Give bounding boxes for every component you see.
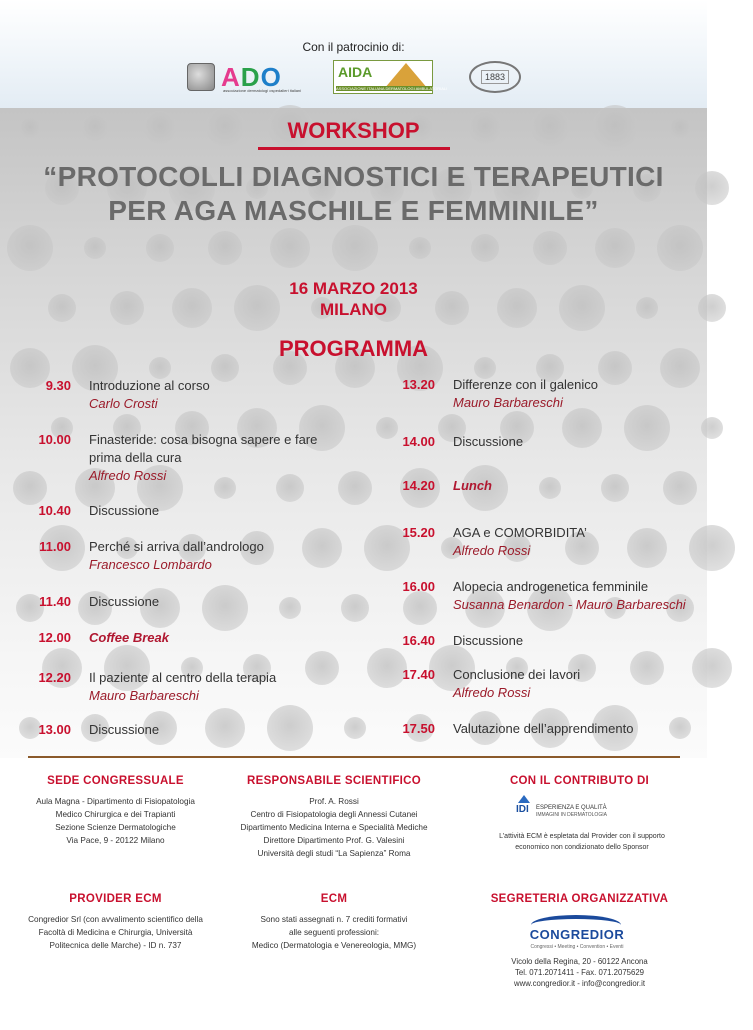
schedule-speaker: Mauro Barbareschi [89, 688, 199, 703]
schedule-speaker: Alfredo Rossi [89, 468, 167, 483]
segreteria-line: Vicolo della Regina, 20 - 60122 Ancona [511, 957, 648, 966]
schedule-time: 14.20 [402, 478, 435, 493]
footer-divider [28, 756, 680, 758]
mask-icon [187, 63, 215, 91]
schedule-title: Il paziente al centro della terapia [89, 670, 277, 685]
schedule-speaker: Francesco Lombardo [89, 557, 212, 572]
event-date: 16 MARZO 2013 [289, 279, 418, 298]
congredior-logo-tagline: Congressi • Meeting • Convention • Eventi [530, 944, 624, 950]
patronage-label: Con il patrocinio di: [302, 40, 405, 54]
schedule-title: Coffee Break [89, 630, 169, 645]
idi-logo-line1: ESPERIENZA E QUALITÀ [536, 805, 607, 811]
sede-line: Sezione Scienze Dermatologiche [55, 823, 176, 832]
schedule-time: 12.00 [38, 630, 71, 645]
ado-letter-d: D [240, 61, 261, 92]
ecm-line: Sono stati assegnati n. 7 crediti formativi [260, 915, 408, 924]
provider-line: Congredior Srl (con avvalimento scientifico della [28, 915, 203, 924]
background-dot [208, 231, 242, 265]
congredior-logo [521, 915, 633, 955]
ado-logo [187, 60, 302, 94]
ecm-line: Medico (Dermatologia e Venereologia, MMG) [251, 941, 417, 950]
schedule-speaker: Mauro Barbareschi [453, 395, 563, 410]
schedule-title: Discussione [89, 503, 160, 518]
sede-heading: SEDE CONGRESSUALE [47, 775, 184, 787]
ado-letter-o: O [260, 61, 282, 92]
segreteria-text [472, 956, 687, 989]
responsabile-line: Direttore Dipartimento Prof. G. Valesini [263, 836, 405, 845]
schedule-time: 16.40 [402, 633, 435, 648]
schedule-time: 11.00 [39, 539, 71, 554]
background-dot [13, 471, 47, 505]
schedule-speaker: Carlo Crosti [89, 396, 158, 411]
main-title: “PROTOCOLLI DIAGNOSTICI E TERAPEUTICI PER AGA MASCHILE E FEMMINILE” [43, 161, 664, 226]
schedule-time: 11.40 [39, 594, 71, 609]
background-dot [533, 231, 567, 265]
background-dot [270, 228, 310, 268]
provider-text [8, 913, 223, 952]
background-dot [403, 591, 437, 625]
schedule-title: Introduzione al corso [89, 378, 210, 393]
schedule-time: 13.00 [38, 722, 71, 737]
seal-logo [469, 61, 521, 93]
background-dot [344, 717, 366, 739]
schedule-time: 17.40 [402, 667, 435, 682]
schedule-speaker: Alfredo Rossi [453, 685, 531, 700]
ecm-heading: ECM [320, 893, 348, 905]
contributo-heading: CON IL CONTRIBUTO DI [509, 775, 650, 787]
schedule-title: AGA e COMORBIDITA’ [453, 525, 587, 540]
background-dot [332, 225, 378, 271]
responsabile-line: Prof. A. Rossi [309, 797, 359, 806]
sede-line: Medico Chirurgica e dei Trapianti [55, 810, 176, 819]
contributo-text [462, 831, 702, 853]
responsabile-line: Università degli studi “La Sapienza” Roma [257, 849, 411, 858]
ado-logo-subtitle: associazione dermatologi ospedalieri italiani [223, 88, 302, 93]
background-dot [695, 171, 729, 205]
background-dot [657, 225, 703, 271]
schedule-title: Valutazione dell’apprendimento [453, 721, 634, 736]
background-dot [338, 471, 372, 505]
programma-heading: PROGRAMMA [278, 336, 429, 361]
provider-line: Facoltà di Medicina e Chirurgia, Università [38, 928, 193, 937]
schedule-time: 14.00 [402, 434, 435, 449]
congredior-logo-name: CONGREDIOR [529, 927, 625, 942]
schedule-speaker: Susanna Benardon - Mauro Barbareschi [453, 597, 686, 612]
schedule-title: Discussione [89, 594, 160, 609]
provider-line: Politecnica delle Marche) - ID n. 737 [49, 941, 182, 950]
workshop-heading: WORKSHOP [287, 118, 420, 143]
background-dot [146, 234, 174, 262]
event-city: MILANO [319, 300, 388, 319]
schedule-time: 10.00 [38, 432, 71, 447]
background-dot [341, 594, 369, 622]
idi-logo [516, 795, 607, 819]
schedule-speaker: Alfredo Rossi [453, 543, 531, 558]
schedule-title: Discussione [453, 434, 524, 449]
sede-line: Aula Magna - Dipartimento di Fisiopatologia [36, 797, 195, 806]
schedule-title: Conclusione dei lavori [453, 667, 581, 682]
contributo-line: economico non condizionato dello Sponsor [515, 844, 649, 851]
background-dot [7, 225, 53, 271]
schedule-time: 16.00 [402, 579, 435, 594]
schedule-title: Lunch [453, 478, 492, 493]
schedule-time: 12.20 [38, 670, 71, 685]
background-dot [409, 237, 431, 259]
sponsor-logos [0, 60, 707, 98]
segreteria-line: Tel. 071.2071411 - Fax. 071.2075629 [514, 968, 645, 977]
ado-letter-a: A [221, 61, 241, 92]
provider-heading: PROVIDER ECM [69, 893, 162, 905]
idi-logo-mark: IDI [516, 804, 529, 815]
schedule-title: Alopecia androgenetica femminile [453, 579, 649, 594]
schedule-title: Discussione [453, 633, 524, 648]
responsabile-text [218, 795, 450, 860]
background-dot [84, 237, 106, 259]
schedule-time: 13.20 [402, 377, 435, 392]
schedule-time: 17.50 [402, 721, 435, 736]
idi-logo-line2: IMMAGINI IN DERMATOLOGIA [536, 812, 607, 818]
schedule-time: 9.30 [45, 378, 71, 393]
segreteria-link[interactable]: www.congredior.it - info@congredior.it [514, 979, 645, 988]
schedule-time: 15.20 [402, 525, 435, 540]
ecm-line: alle seguenti professioni: [288, 928, 380, 937]
background-dot [595, 228, 635, 268]
aida-logo-name: AIDA [338, 64, 373, 80]
schedule-time: 10.40 [38, 503, 71, 518]
segreteria-heading: SEGRETERIA ORGANIZZATIVA [490, 893, 669, 905]
sede-text [8, 795, 223, 847]
responsabile-heading: RESPONSABILE SCIENTIFICO [247, 775, 421, 787]
mountain-icon [518, 795, 530, 803]
aida-logo-subtitle: ASSOCIAZIONE ITALIANA DERMATOLOGI AMBULATORIALI [336, 86, 448, 91]
background-dot [471, 234, 499, 262]
schedule-title: Discussione [89, 722, 160, 737]
schedule-title: Finasteride: cosa bisogna sapere e fare prima della cura [89, 432, 318, 465]
seal-year: 1883 [481, 70, 509, 84]
workshop-underline [258, 147, 450, 150]
contributo-line: L’attività ECM è espletata dal Provider con il supporto [499, 833, 665, 840]
schedule-title: Perché si arriva dall’andrologo [89, 539, 264, 554]
responsabile-line: Centro di Fisiopatologia degli Annessi Cutanei [250, 810, 418, 819]
ecm-text [218, 913, 450, 952]
responsabile-line: Dipartimento Medicina Interna e Specialità Mediche [240, 823, 428, 832]
schedule-title: Differenze con il galenico [453, 377, 599, 392]
aida-logo [333, 60, 448, 94]
sede-line: Via Pace, 9 - 20122 Milano [66, 836, 165, 845]
